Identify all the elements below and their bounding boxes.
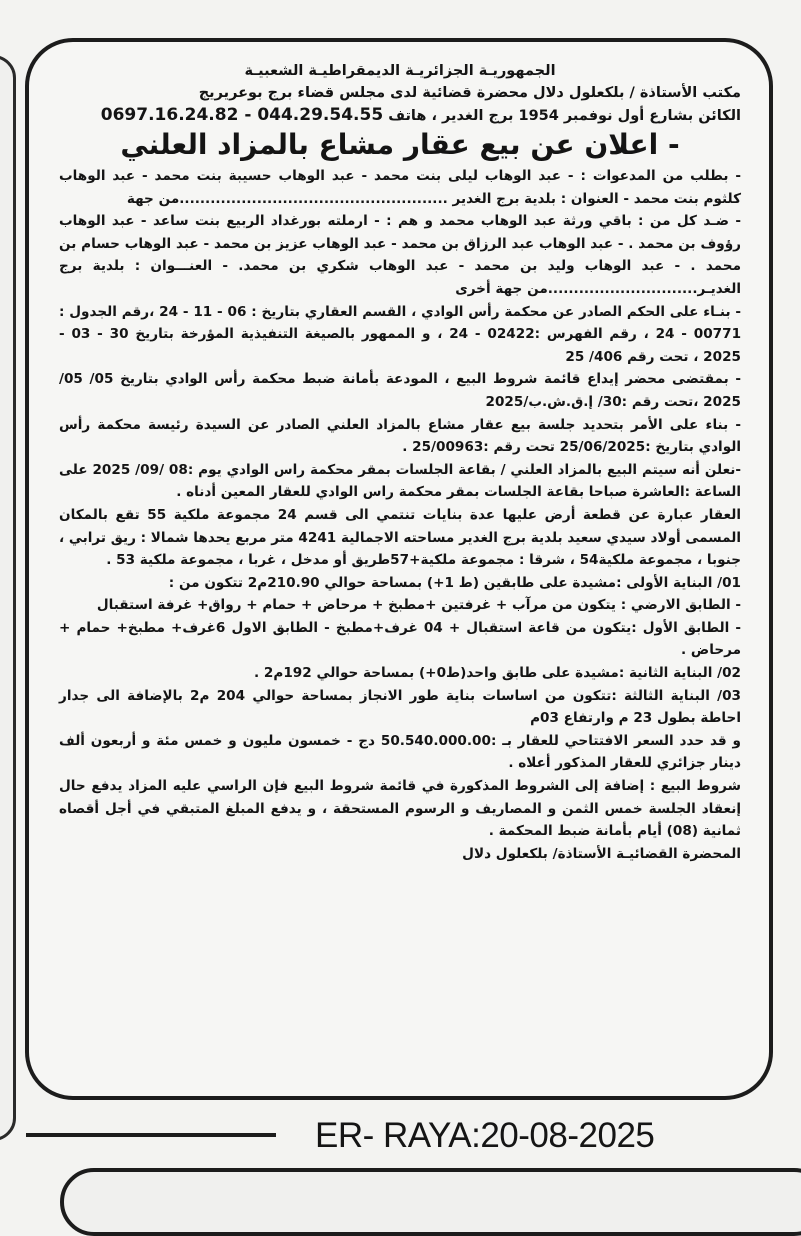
paragraph-building-1: 01/ البناية الأولى :مشيدة على طابقين (ط 1+) بمساحة حوالي 210.90م2 تتكون من : xyxy=(168,574,741,591)
announcement-title: - اعلان عن بيع عقار مشاع بالمزاد العلني xyxy=(120,128,680,161)
signature: المحضرة القضائيـة الأستاذة/ بلكعلول دلال xyxy=(462,845,741,862)
next-ad-border xyxy=(60,1168,801,1236)
paragraph-first-floor: - الطابق الأول :يتكون من قاعة استقبال + 04 غرف+مطبخ - الطابق الاول 6غرف+ مطبخ+ حمام + مرحاض . xyxy=(59,619,742,659)
address-text: الكائن بشارع أول نوفمبر 1954 برج الغدير ، هاتف xyxy=(388,108,741,124)
paragraph-deposit: - بمقتضى محضر إيداع قائمة شروط البيع ، المودعة بأمانة ضبط محكمة رأس الوادي بتاريخ 05/ 05/ 2025 ،تحت رقم :30/ إ.ق.ش.ب/2025 xyxy=(59,371,741,410)
paragraph-ground-floor: - الطابق الارضي : يتكون من مرآب + غرفتين +مطبخ + مرحاض + حمام + رواق+ غرفة استقبال xyxy=(96,597,741,614)
address-line xyxy=(59,104,741,127)
paragraph-order: - بناء على الأمر بتحديد جلسة بيع عقار مشاع بالمزاد العلني الصادر عن السيدة رئيسة محكمة رأس الوادي بتاريخ :25/06/2025 تحت رقم :25/00963 . xyxy=(59,416,741,456)
footer-divider xyxy=(26,1133,276,1137)
paragraph-building-2: 02/ البناية الثانية :مشيدة على طابق واحد(ط0+) بمساحة حوالي 192م2 . xyxy=(253,665,741,682)
republic-header: الجمهوريـة الجزائريـة الديمقراطيـة الشعبيـة xyxy=(244,63,556,79)
paragraph-sale-conditions: شروط البيع : إضافة إلى الشروط المذكورة في قائمة شروط البيع فإن الراسي عليه المزاد يدفع حال إنعقاد الجلسة خمس الثمن و المصاريف و الرسوم المستحقة ، و يدفع المبلغ المتبقي في أجل أقصاه ثمانية (08) أيام بأمانة ضبط المحكمة . xyxy=(59,778,741,840)
phone-numbers: 0697.16.24.82 - 044.29.54.55 xyxy=(100,105,384,125)
paragraph-plaintiffs: - بطلب من المدعوات : - عبد الوهاب ليلى بنت محمد - عبد الوهاب حسيبة بنت محمد - عبد الوهاب كلثوم بنت محمد - العنوان : بلدية برج الغدير ....................................................من جهة xyxy=(59,168,741,207)
paragraph-building-3: 03/ البناية الثالثة :تتكون من اساسات بناية طور الانجاز بمساحة حوالي 204 م2 بالإضافة الى جدار احاطة بطول 23 م وارتفاع 03م xyxy=(59,687,741,727)
publication-stamp: ER- RAYA:20-08-2025 xyxy=(315,1116,655,1155)
paragraph-defendants: - ضـد كل من : باقي ورثة عبد الوهاب محمد و هم : - ارملته بورغداد الربيع بنت ساعد - عبد الوهاب رؤوف بن محمد . - عبد الوهاب عبد الرزاق بن محمد - عبد الوهاب عزيز بن محمد - عبد الوهاب حسام بن محمد . - عبد الوهاب وليد بن محمد - عبد الوهاب شكري بن محمد. - العنـــوان : بلدية برج الغديـر.............................من جهة أخرى xyxy=(59,213,741,297)
paragraph-sale-date: -نعلن أنه سيتم البيع بالمزاد العلني / بقاعة الجلسات بمقر محكمة راس الوادي يوم :08 /09/ 2025 على الساعة :العاشرة صباحا بقاعة الجلسات بمقر محكمة راس الوادي للعقار المعين أدناه . xyxy=(59,461,742,501)
announcement-frame xyxy=(25,38,773,1100)
office-line: مكتب الأستاذة / بلكعلول دلال محضرة قضائية لدى مجلس قضاء برج بوعريريج xyxy=(198,85,741,101)
paragraph-judgment: - بنـاء على الحكم الصادر عن محكمة رأس الوادي ، القسم العقاري بتاريخ : 06 - 11 - 24 ،رقم الجدول : 00771 - 24 ، رقم الفهرس :02422 - 24 ، و الممهور بالصيغة التنفيذية المؤرخة بتاريخ 30 - 03 - 2025 ، تحت رقم 406/ 25 xyxy=(59,303,742,365)
paragraph-property: العقار عبارة عن قطعة أرض عليها عدة بنايات تنتمي الى قسم 24 مجموعة ملكية 55 تقع بالمكان المسمى أولاد سيدي سعيد بلدية برج الغدير مساحته الاجمالية 4241 متر مربع يحدها شمالا : ريق ترابي ، جنوبا ، مجموعة ملكية54 ، شرقا : مجموعة ملكية+57طريق أو مدخل ، غربا ، مجموعة ملكية 53 . xyxy=(59,506,741,569)
paragraph-opening-price: و قد حدد السعر الافتتاحي للعقار بـ :50.540.000.00 دج - خمسون مليون و خمس مئة و أربعون ألف دينار جزائري للعقار المذكور أعلاه . xyxy=(59,732,741,772)
announcement-content xyxy=(29,42,769,1096)
adjacent-column-border xyxy=(0,55,16,1141)
